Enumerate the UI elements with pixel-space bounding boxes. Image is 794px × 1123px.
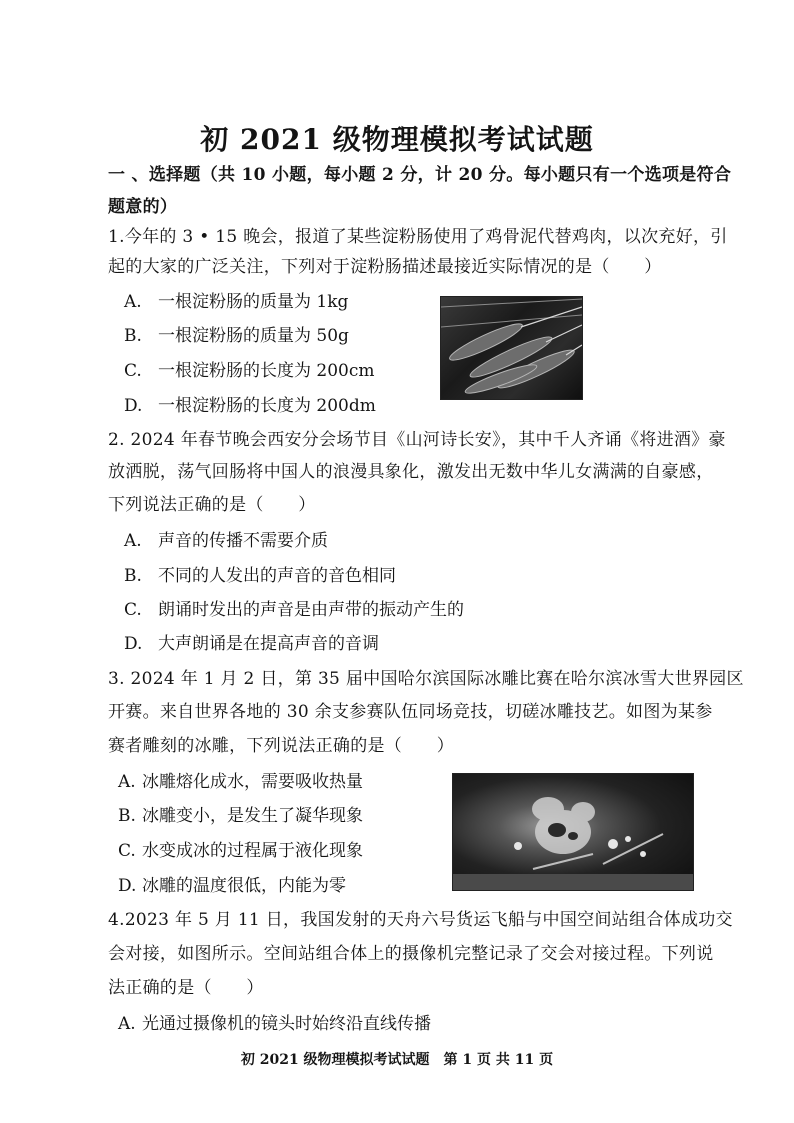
page-footer: 初 2021 级物理模拟考试试题 第 1 页 共 11 页 [240,1052,554,1068]
q1-stem-line2: 起的大家的广泛关注，下列对于淀粉肠描述最接近实际情况的是（ ） [108,257,662,277]
option-text: 朗诵时发出的声音是由声带的振动产生的 [158,600,464,620]
q1-stem-line1: 1.今年的 3 • 15 晚会，报道了某些淀粉肠使用了鸡骨泥代替鸡肉，以次充好，引 [108,227,728,247]
q1-option-b [124,321,349,346]
q2-stem-line1: 2. 2024 年春节晚会西安分会场节目《山河诗长安》，其中千人齐诵《将进酒》豪 [108,430,726,450]
option-label: B. [124,326,142,346]
q4-stem-line1: 4.2023 年 5 月 11 日，我国发射的天舟六号货运飞船与中国空间站组合体成功交 [108,910,733,930]
option-label: D. [124,396,143,416]
option-text: 大声朗诵是在提高声音的音调 [158,634,379,654]
option-label: B. [118,806,136,826]
sausage-photo [440,296,583,400]
option-label: D. [118,876,137,896]
option-label: A. [124,292,142,312]
option-text: 冰雕变小，是发生了凝华现象 [142,806,363,826]
ice-sculpture-illustration [453,774,693,890]
option-text: 一根淀粉肠的长度为 200dm [158,396,376,416]
option-label: D. [124,634,143,654]
option-text: 一根淀粉肠的长度为 200cm [158,361,375,381]
q2-option-a [124,526,328,551]
q1-option-a [124,287,348,312]
q3-option-a [118,767,363,792]
section-heading-line1: 一 、选择题（共 10 小题，每小题 2 分，计 20 分。每小题只有一个选项是符合 [108,165,732,185]
q4-stem-line2: 会对接，如图所示。空间站组合体上的摄像机完整记录了交会对接过程。下列说 [108,944,714,964]
q2-option-c [124,595,464,620]
option-label: A. [118,1014,136,1034]
exam-title: 初 2021 级物理模拟考试试题 [200,123,594,156]
option-text: 水变成冰的过程属于液化现象 [142,841,363,861]
q2-stem-line3: 下列说法正确的是（ ） [108,495,316,515]
q2-stem-line2: 放洒脱，荡气回肠将中国人的浪漫具象化，激发出无数中华儿女满满的自豪感， [108,462,714,482]
q1-option-d [124,391,376,416]
option-text: 冰雕熔化成水，需要吸收热量 [142,772,363,792]
option-text: 光通过摄像机的镜头时始终沿直线传播 [142,1014,431,1034]
sausage-illustration [441,297,582,399]
q3-stem-line2: 开赛。来自世界各地的 30 余支参赛队伍同场竞技，切磋冰雕技艺。如图为某参 [108,702,713,722]
section-heading-line2: 题意的） [108,197,178,217]
option-label: A. [118,772,136,792]
option-text: 冰雕的温度很低，内能为零 [142,876,346,896]
q3-option-c [118,836,363,861]
q2-option-b [124,561,396,586]
q3-stem-line1: 3. 2024 年 1 月 2 日，第 35 届中国哈尔滨国际冰雕比赛在哈尔滨冰雪大世界园区 [108,669,744,689]
q4-option-a [118,1009,431,1034]
q3-option-b [118,801,363,826]
option-text: 不同的人发出的声音的音色相同 [158,566,396,586]
q1-option-c [124,356,375,381]
option-label: C. [118,841,136,861]
q3-option-d [118,871,346,896]
option-label: C. [124,600,142,620]
q2-option-d [124,629,379,654]
option-label: C. [124,361,142,381]
ice-sculpture-photo [452,773,694,891]
option-label: B. [124,566,142,586]
option-text: 一根淀粉肠的质量为 50g [158,326,349,346]
q4-stem-line3: 法正确的是（ ） [108,978,264,998]
q3-stem-line3: 赛者雕刻的冰雕，下列说法正确的是（ ） [108,736,454,756]
option-text: 一根淀粉肠的质量为 1kg [158,292,349,312]
option-label: A. [124,531,142,551]
option-text: 声音的传播不需要介质 [158,531,328,551]
